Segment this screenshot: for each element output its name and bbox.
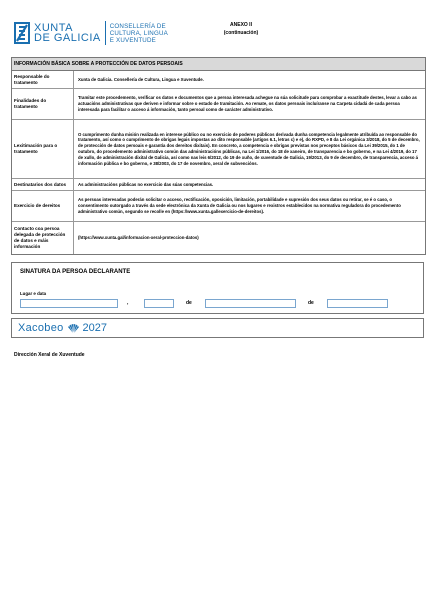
logo-line-2: DE GALICIA [34, 32, 101, 44]
place-date-label: Lugar e data [20, 291, 47, 296]
dept-line-1: CONSELLERÍA DE [109, 22, 166, 30]
signature-title: SINATURA DA PERSOA DECLARANTE [20, 269, 131, 275]
place-field[interactable] [20, 299, 118, 308]
day-field[interactable] [144, 299, 174, 308]
dept-line-3: E XUVENTUDE [109, 36, 156, 44]
footer-department: Dirección Xeral de Xuventude [14, 352, 85, 358]
row-label: Contacto coa persoa delegada de protección de datos e máis información [12, 222, 74, 254]
year-field[interactable] [327, 299, 388, 308]
row-text: Tramitar este procedemento, verificar os datos e documentos que a persoa interesada achegue na súa solicitude para comprobar a exactitude destes, levar a cabo as actuacións administrativas que deriven e informar sobre o estado de tramitación. Ao remate, os datos persoais incluíranse na Carpeta cidadá de cada persoa interesada para facilitar o acceso á información, tanto persoal como de carácter administrativo. [78, 95, 417, 112]
annex-title: ANEXO II [230, 22, 252, 28]
dept-line-2: CULTURA, LINGUA [109, 29, 168, 37]
row-text: As persoas interesadas poderán solicitar o acceso, rectificación, oposición, limitación, portabilidade e supresión dos seus datos ou retirar, se é o caso, o consentimento outorgado a través da sede electrónica da Xunta de Galicia ou nos lugares e rexistros establecidos na normativa reguladora do procedemento administrativo común, segundo se recolle en (https://www.xunta.gal/exercicio-de-dereitos). [78, 197, 401, 214]
xunta-logo [14, 21, 168, 45]
de-separator-1: de [186, 300, 192, 306]
row-link[interactable]: (https://www.xunta.gal/informacion-xeral-proteccion-datos) [78, 235, 199, 241]
row-label: Finalidades do tratamento [12, 89, 74, 119]
row-value [74, 191, 425, 221]
table-row [12, 120, 425, 179]
table-row [12, 179, 425, 191]
xunta-wordmark [34, 23, 101, 43]
scallop-shell-icon [67, 323, 80, 334]
department-name [110, 23, 168, 44]
row-value [74, 71, 425, 88]
row-value [74, 120, 425, 178]
row-label: Destinatarios dos datos [12, 179, 74, 190]
row-label: Responsable do tratamento [12, 71, 74, 88]
row-value [74, 179, 425, 190]
data-protection-table [11, 57, 426, 255]
logo-line-1: XUNTA [34, 22, 73, 34]
xacobeo-year: 2027 [82, 322, 108, 334]
table-heading: INFORMACIÓN BÁSICA SOBRE A PROTECCIÓN DE DATOS PERSOAIS [12, 58, 425, 71]
row-value [74, 222, 425, 254]
signature-section [11, 262, 424, 314]
logo-divider [105, 21, 106, 45]
xunta-emblem-icon [14, 22, 30, 44]
table-row [12, 191, 425, 222]
comma-separator: , [127, 300, 129, 306]
row-text: O cumprimento dunha misión realizada en interese público ou no exercicio de poderes públicos derivada dunha competencia legalmente atribuída ao responsable do tratamento, así como o cumprimento de obrigas legais impostas ao dito responsable (artigos 6.1, letras c) e e), do RXPD, e 8 da Lei orgánica 3/2018, do 5 de decembro, de protección de datos persoais e garantía dos dereitos dixitais). En concreto, a competencia e obrigas previstas nos preceptos básicos da Lei 39/2015, do 1 de outubro, do procedemento administrativo común das administracións públicas, na Lei 1/2016, do 18 de xaneiro, de transparencia e bo goberno, e na Lei 4/2019, do 17 de xullo, de administración dixital de Galicia, así como nas leis 6/2012, do 19 de xuño, de xuventude de Galicia, 19/2013, do 9 de decembro, de transparencia, acceso á información pública e bo goberno, e 38/2003, do 17 de novembro, xeral de subvencións. [78, 131, 420, 166]
month-field[interactable] [205, 299, 296, 308]
table-row [12, 89, 425, 120]
annex-label [222, 21, 260, 37]
xacobeo-banner [11, 318, 424, 338]
xacobeo-word: Xacobeo [18, 322, 64, 334]
annex-subtitle: (continuación) [223, 30, 259, 36]
row-label: Lexitimación para o tratamento [12, 120, 74, 178]
table-row [12, 71, 425, 89]
row-label: Exercicio de dereitos [12, 191, 74, 221]
row-value [74, 89, 425, 119]
de-separator-2: de [308, 300, 314, 306]
row-text: As administracións públicas no exercicio das súas competencias. [78, 181, 214, 187]
row-text: Xunta de Galicia. Consellería de Cultura, Lingua e Xuventude. [78, 76, 204, 82]
table-row [12, 222, 425, 254]
